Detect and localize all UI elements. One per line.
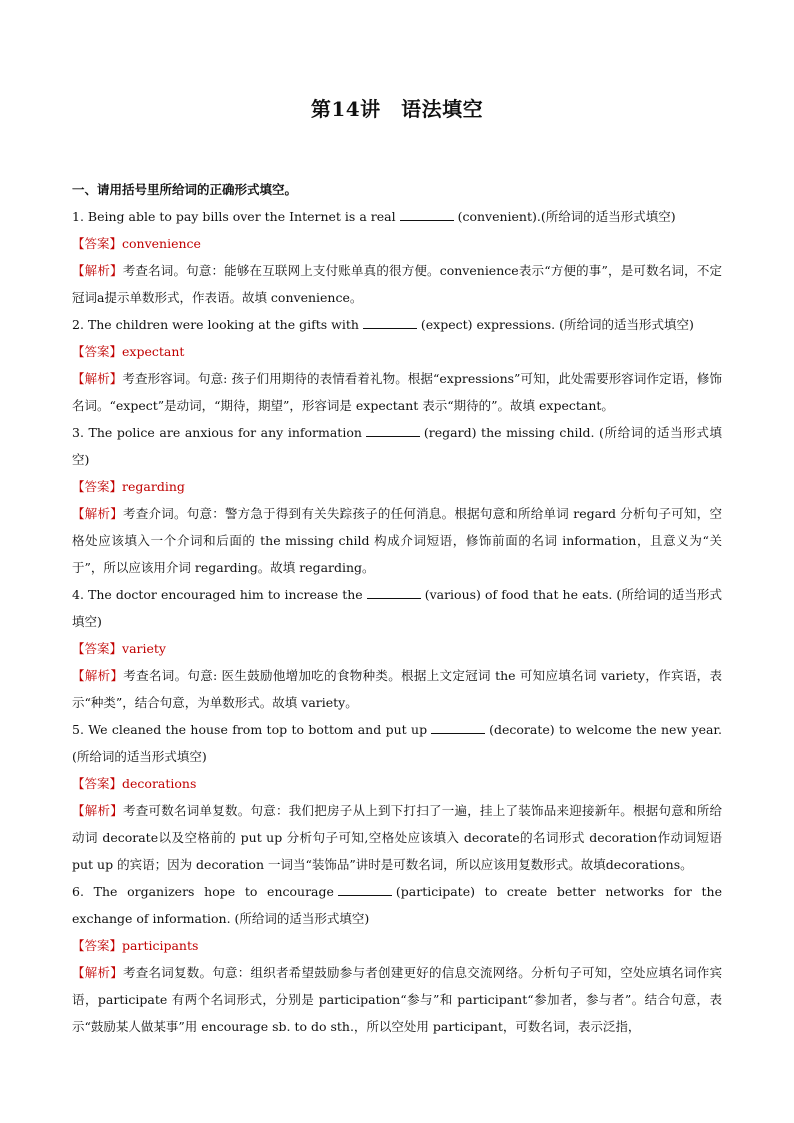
analysis-tag: 【解析】 — [72, 371, 123, 386]
question-5 — [72, 716, 722, 770]
answer-value: decorations — [122, 776, 197, 791]
question-1 — [72, 203, 722, 230]
analysis-text: 考查名词。句意: 医生鼓励他增加吃的食物种类。根据上文定冠词 the 可知应填名词 variety，作宾语，表示“种类”，结合句意，为单数形式。故填 variety。 — [72, 668, 722, 710]
analysis-tag: 【解析】 — [72, 803, 123, 818]
answer-blank — [363, 316, 417, 329]
question-text: (expect) expressions. (所给词的适当形式填空) — [420, 317, 694, 332]
analysis-4 — [72, 662, 722, 716]
answer-value: expectant — [122, 344, 185, 359]
answer-blank — [400, 208, 454, 221]
question-text: (participate) to create better networks for the exchange of information. (所给词的适当形式填空) — [72, 884, 722, 926]
question-text: 3. The police are anxious for any information — [72, 425, 362, 440]
answer-blank — [431, 721, 485, 734]
answer-tag: 【答案】 — [72, 938, 123, 953]
question-text: (convenient).(所给词的适当形式填空) — [457, 209, 676, 224]
answer-1 — [72, 230, 722, 257]
answer-3 — [72, 473, 722, 500]
question-text: 1. Being able to pay bills over the Internet is a real — [72, 209, 396, 224]
answer-6 — [72, 932, 722, 959]
answer-tag: 【答案】 — [72, 641, 123, 656]
question-text: (decorate) to welcome the new year. (所给词的适当形式填空) — [72, 722, 722, 764]
question-text: (regard) the missing child. (所给词的适当形式填空) — [72, 425, 722, 467]
analysis-2 — [72, 365, 722, 419]
analysis-text: 考查名词。句意：能够在互联网上支付账单真的很方便。convenience表示“方便的事”，是可数名词，不定冠词a提示单数形式，作表语。故填 convenience。 — [72, 263, 722, 305]
question-text: 5. We cleaned the house from top to bottom and put up — [72, 722, 428, 737]
analysis-text: 考查可数名词单复数。句意：我们把房子从上到下打扫了一遍，挂上了装饰品来迎接新年。根据句意和所给动词 decorate以及空格前的 put up 分析句子可知,空格处应该填入 decorate的名词形式 decoration作动词短语 put up 的宾语；因为 decoration 一词当“装饰品”讲时是可数名词，所以应该用复数形式。故填decorations。 — [72, 803, 722, 872]
question-2 — [72, 311, 722, 338]
question-4 — [72, 581, 722, 635]
analysis-5 — [72, 797, 722, 878]
analysis-1 — [72, 257, 722, 311]
answer-blank — [366, 424, 420, 437]
answer-tag: 【答案】 — [72, 776, 123, 791]
answer-2 — [72, 338, 722, 365]
answer-tag: 【答案】 — [72, 479, 123, 494]
question-text: (various) of food that he eats. (所给词的适当形式填空) — [72, 587, 722, 629]
answer-value: participants — [122, 938, 199, 953]
analysis-text: 考查形容词。句意: 孩子们用期待的表情看着礼物。根据“expressions”可知，此处需要形容词作定语，修饰名词。“expect”是动词，“期待，期望”，形容词是 expectant 表示“期待的”。故填 expectant。 — [72, 371, 722, 413]
answer-value: convenience — [122, 236, 201, 251]
analysis-tag: 【解析】 — [72, 506, 123, 521]
answer-4 — [72, 635, 722, 662]
question-text: 6. The organizers hope to encourage — [72, 884, 334, 899]
answer-5 — [72, 770, 722, 797]
analysis-text: 考查名词复数。句意：组织者希望鼓励参与者创建更好的信息交流网络。分析句子可知，空处应填名词作宾语，participate 有两个名词形式，分别是 participation“参与”和 participant“参加者，参与者”。结合句意，表示“鼓励某人做某事”用 encourage sb. to do sth.，所以空处用 participant，可数名词，表示泛指， — [72, 965, 722, 1034]
analysis-tag: 【解析】 — [72, 668, 124, 683]
exercise-content — [72, 176, 722, 1040]
question-text: 4. The doctor encouraged him to increase the — [72, 587, 363, 602]
answer-value: variety — [122, 641, 166, 656]
question-3 — [72, 419, 722, 473]
answer-blank — [338, 883, 392, 896]
answer-tag: 【答案】 — [72, 344, 123, 359]
analysis-text: 考查介词。句意：警方急于得到有关失踪孩子的任何消息。根据句意和所给单词 regard 分析句子可知，空格处应该填入一个介词和后面的 the missing child 构成介词短语，修饰前面的名词 information，且意义为“关于”，所以应该用介词 regarding。故填 regarding。 — [72, 506, 722, 575]
answer-blank — [367, 586, 421, 599]
analysis-3 — [72, 500, 722, 581]
question-6 — [72, 878, 722, 932]
answer-value: regarding — [122, 479, 185, 494]
analysis-6 — [72, 959, 722, 1040]
analysis-tag: 【解析】 — [72, 263, 123, 278]
question-text: 2. The children were looking at the gifts with — [72, 317, 359, 332]
analysis-tag: 【解析】 — [72, 965, 123, 980]
answer-tag: 【答案】 — [72, 236, 123, 251]
page-title: 第14讲 语法填空 — [310, 97, 484, 121]
section-heading: 一、请用括号里所给词的正确形式填空。 — [72, 182, 298, 197]
